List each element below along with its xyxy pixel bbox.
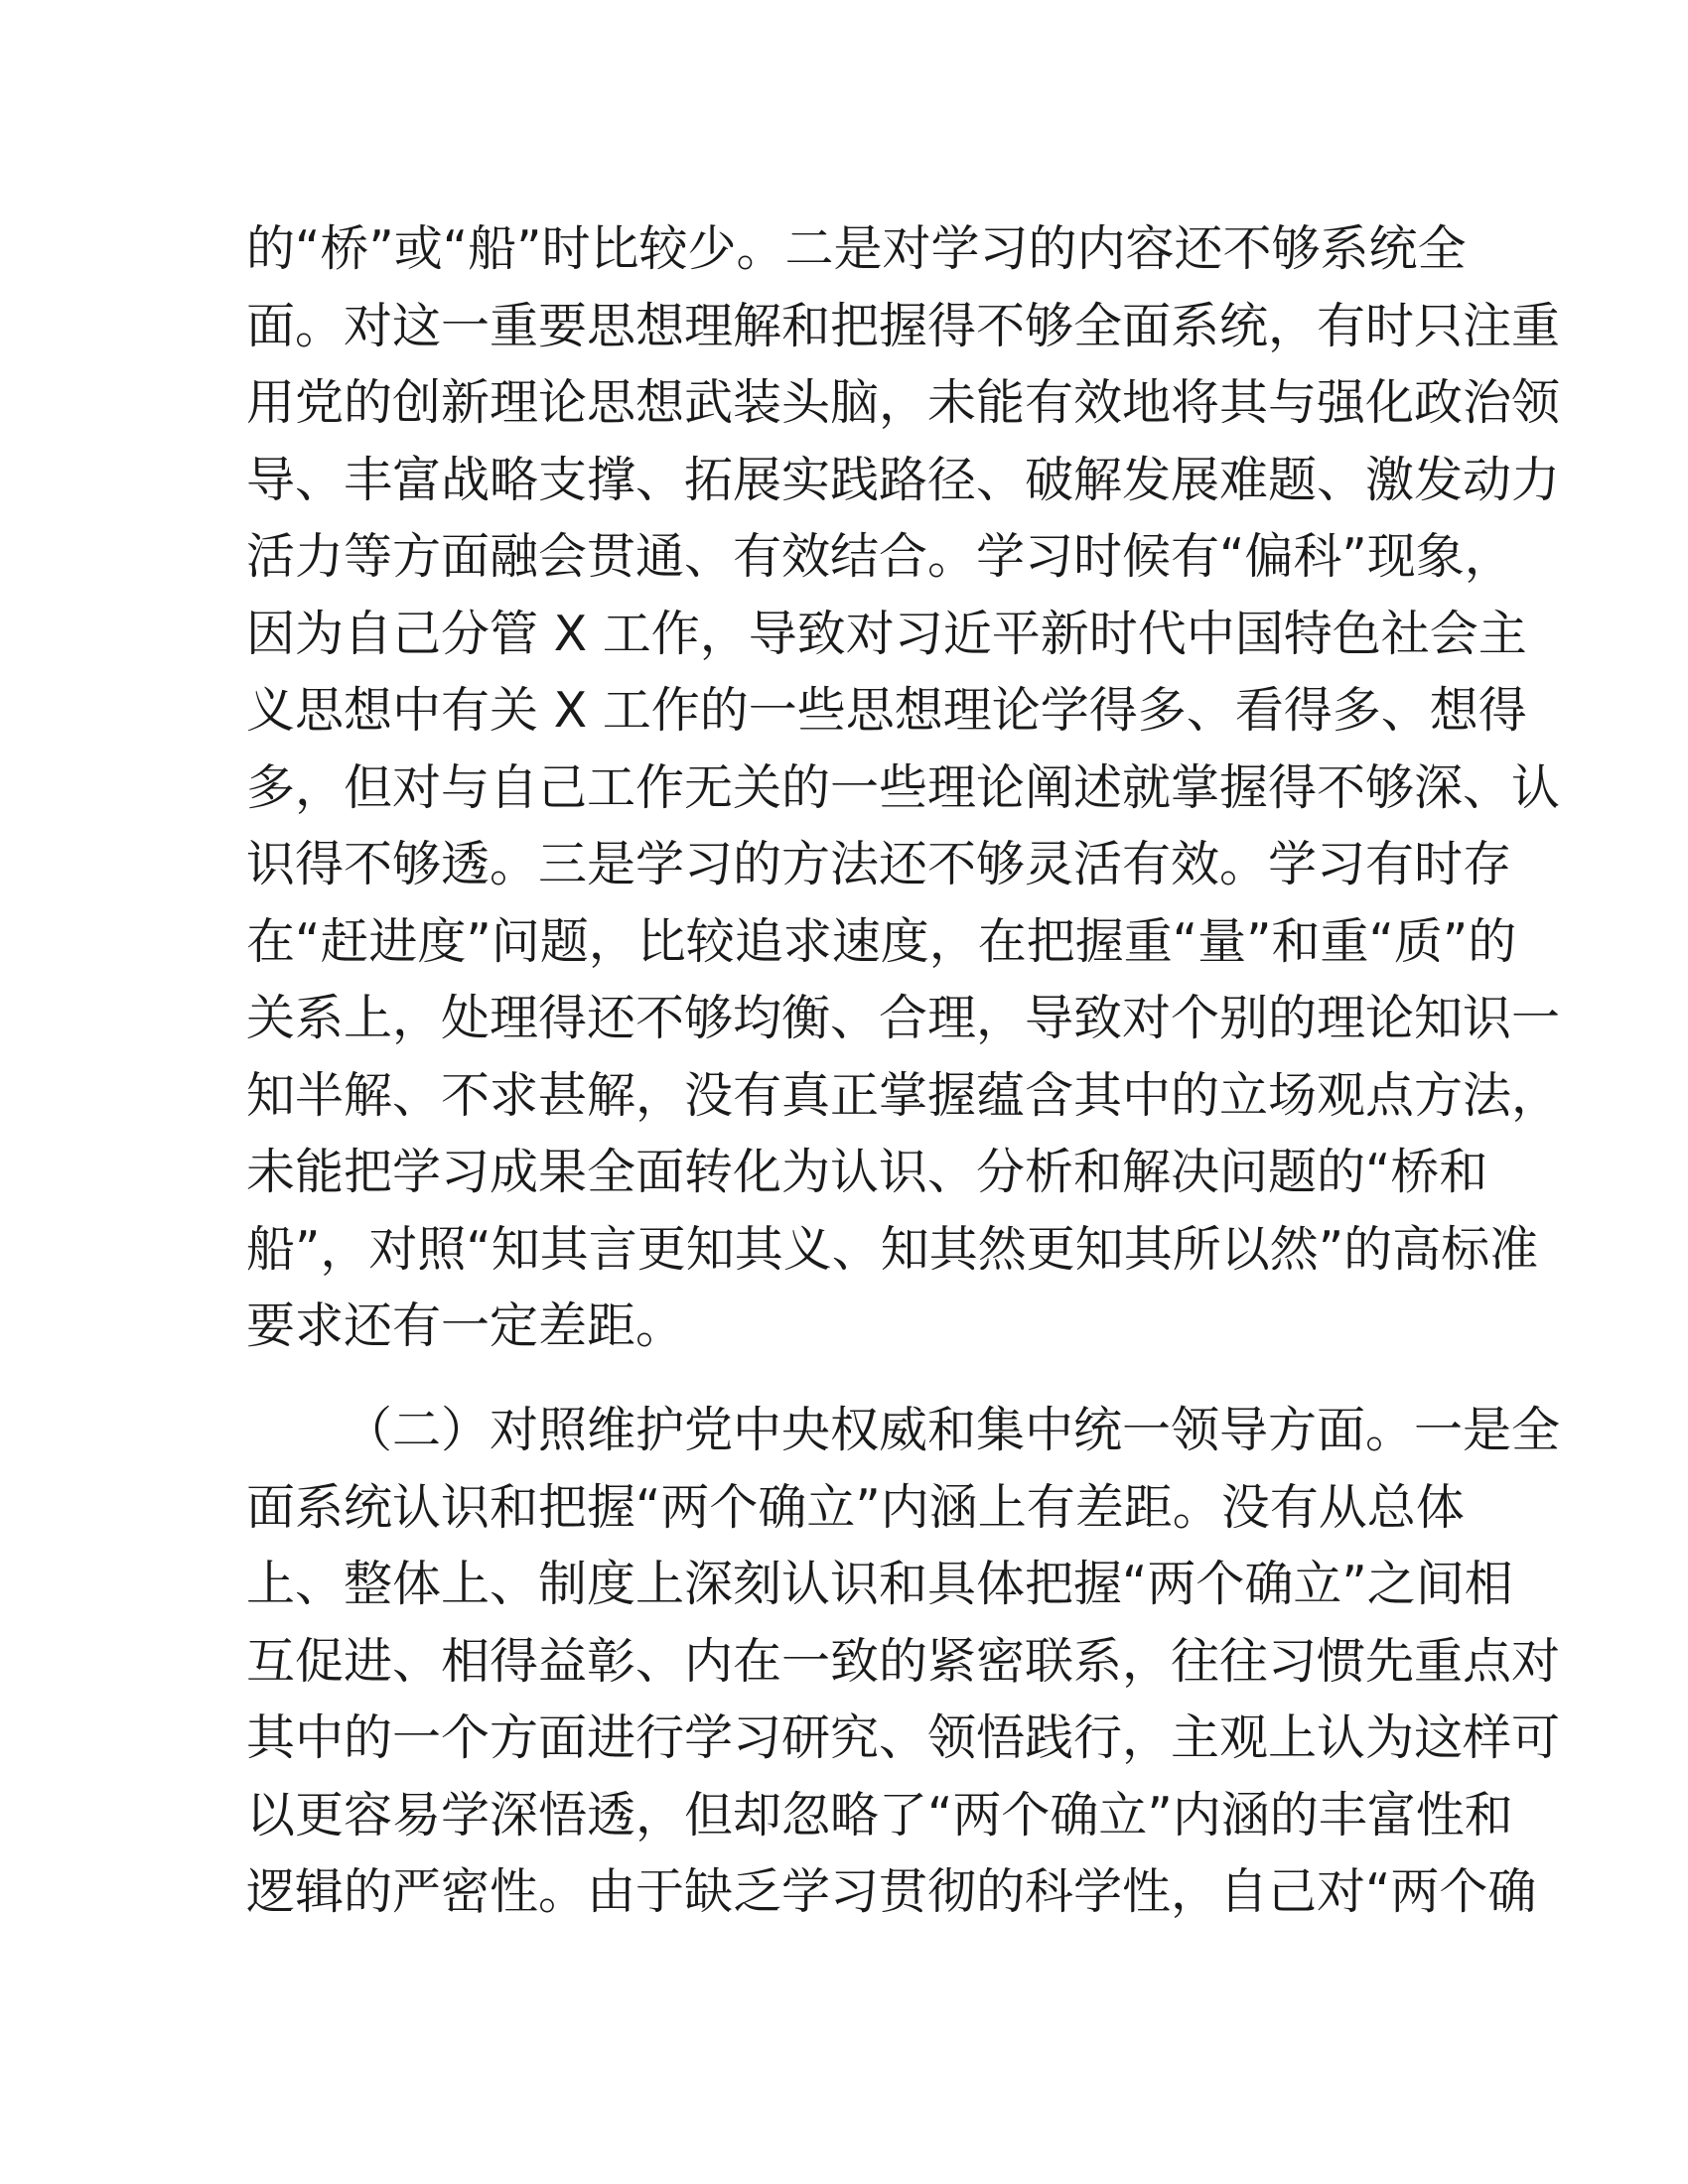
- paragraph-line: 关系上，处理得还不够均衡、合理，导致对个别的理论知识一: [246, 990, 1561, 1046]
- paragraph-line: 未能把学习成果全面转化为认识、分析和解决问题的“桥和: [246, 1144, 1488, 1200]
- paragraph-line: 因为自己分管 X 工作，导致对习近平新时代中国特色社会主: [246, 605, 1527, 662]
- paragraph-line: 船”，对照“知其言更知其义、知其然更知其所以然”的高标准: [246, 1220, 1539, 1278]
- paragraph-line: 其中的一个方面进行学习研究、领悟践行，主观上认为这样可: [246, 1709, 1561, 1766]
- paragraph-line: 上、整体上、制度上深刻认识和具体把握“两个确立”之间相: [246, 1556, 1513, 1612]
- paragraph-line: 知半解、不求甚解，没有真正掌握蕴含其中的立场观点方法，: [246, 1066, 1561, 1124]
- paragraph-line: 在“赶进度”问题，比较追求速度，在把握重“量”和重“质”的: [246, 912, 1517, 970]
- paragraph-1: [246, 210, 1561, 1365]
- paragraph-line: 用党的创新理论思想武装头脑，未能有效地将其与强化政治领: [246, 374, 1561, 431]
- paragraph-line: 的“桥”或“船”时比较少。二是对学习的内容还不够系统全: [246, 220, 1467, 277]
- paragraph-line: 以更容易学深悟透，但却忽略了“两个确立”内涵的丰富性和: [246, 1786, 1513, 1843]
- paragraph-line: 识得不够透。三是学习的方法还不够灵活有效。学习有时存: [246, 836, 1512, 892]
- paragraph-line: 活力等方面融会贯通、有效结合。学习时候有“偏科”现象，: [246, 528, 1513, 585]
- paragraph-line: 导、丰富战略支撑、拓展实践路径、破解发展难题、激发动力: [246, 451, 1561, 508]
- paragraph-line: 面系统认识和把握“两个确立”内涵上有差距。没有从总体: [246, 1478, 1465, 1536]
- paragraph-line: 逻辑的严密性。由于缺乏学习贯彻的科学性，自己对“两个确: [246, 1863, 1537, 1920]
- paragraph-2: [246, 1392, 1561, 1931]
- paragraph-line: 要求还有一定差距。: [246, 1297, 685, 1354]
- paragraph-line: 互促进、相得益彰、内在一致的紧密联系，往往习惯先重点对: [246, 1632, 1561, 1690]
- paragraph-line: （二）对照维护党中央权威和集中统一领导方面。一是全: [344, 1402, 1561, 1458]
- paragraph-line: 义思想中有关 X 工作的一些思想理论学得多、看得多、想得: [246, 682, 1527, 739]
- paragraph-line: 面。对这一重要思想理解和把握得不够全面系统，有时只注重: [246, 297, 1561, 354]
- paragraph-line: 多，但对与自己工作无关的一些理论阐述就掌握得不够深、认: [246, 758, 1561, 816]
